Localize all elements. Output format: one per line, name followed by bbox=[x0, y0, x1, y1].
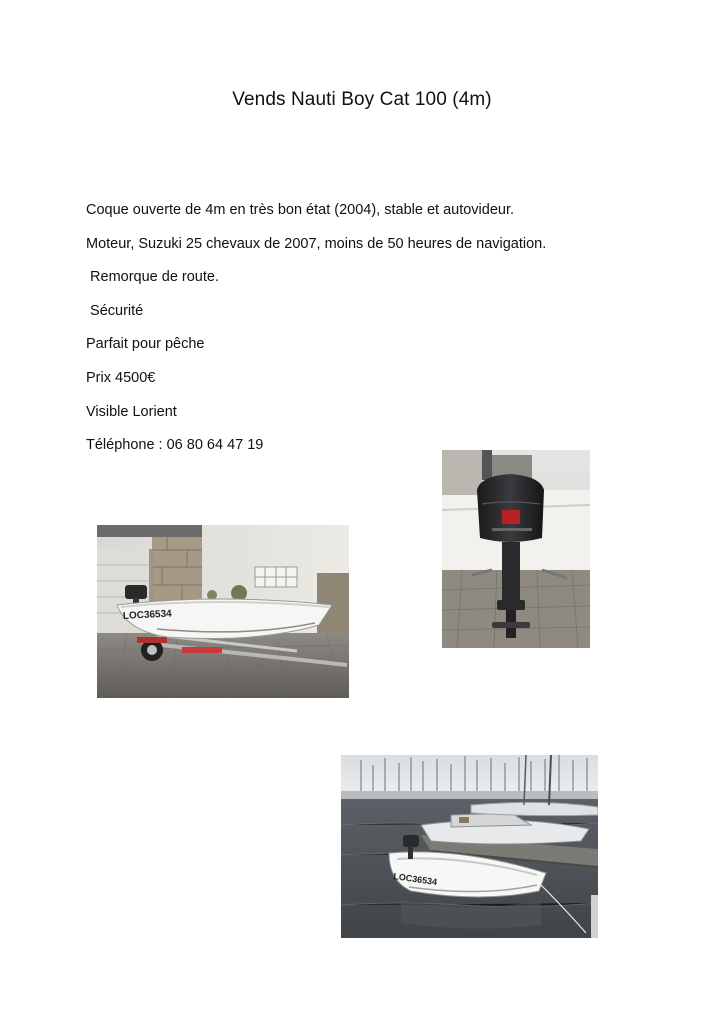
price: Prix 4500€ bbox=[86, 369, 156, 386]
ad-description bbox=[86, 200, 646, 469]
document-title: Vends Nauti Boy Cat 100 (4m) bbox=[232, 89, 492, 110]
hull-registration-label: LOC36534 bbox=[122, 608, 173, 622]
trailer-description: Remorque de route. bbox=[86, 269, 219, 286]
outboard-motor-photo bbox=[442, 450, 590, 648]
engine-description: Moteur, Suzuki 25 chevaux de 2007, moins de 50 heures de navigation. bbox=[86, 235, 547, 252]
boat-at-marina-photo bbox=[341, 755, 598, 938]
boat-on-trailer-photo bbox=[97, 525, 349, 698]
phone-number: Téléphone : 06 80 64 47 19 bbox=[86, 437, 264, 454]
hull-registration-label: LOC36534 bbox=[392, 871, 438, 888]
usage-description: Parfait pour pêche bbox=[86, 336, 205, 353]
location: Visible Lorient bbox=[86, 403, 177, 420]
hull-description: Coque ouverte de 4m en très bon état (2004), stable et autovideur. bbox=[86, 202, 515, 218]
safety-description: Sécurité bbox=[86, 302, 144, 319]
